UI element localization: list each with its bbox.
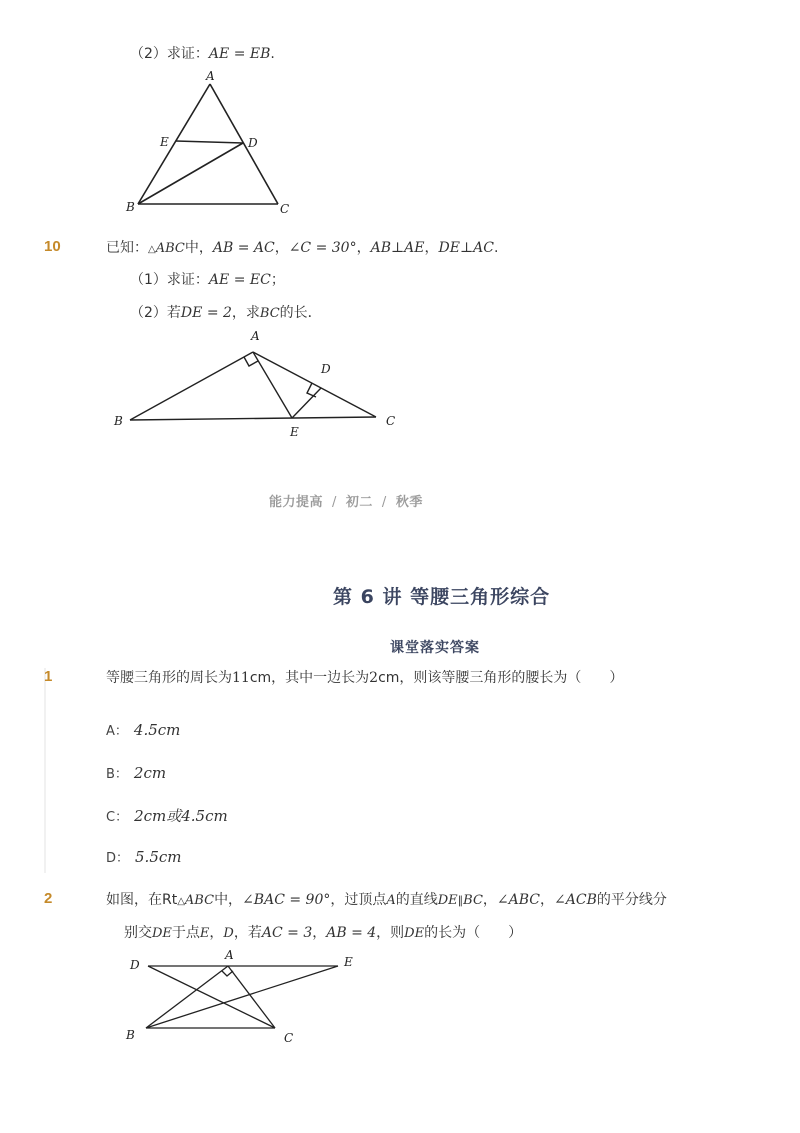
q10-math-3: AB⊥AE bbox=[370, 240, 425, 256]
q2-segment-AC bbox=[228, 966, 275, 1028]
q9-segment-ED bbox=[176, 141, 243, 143]
q2-l2-a: 别交 bbox=[124, 925, 152, 941]
q2-l2-c: ， bbox=[209, 925, 224, 941]
q1-option-b[interactable] bbox=[106, 763, 166, 782]
q2-l2-b: 于点 bbox=[171, 925, 200, 941]
right-angle-mark-A bbox=[222, 971, 233, 976]
q2-l2-DE2: DE bbox=[404, 926, 425, 941]
q9-label-E: E bbox=[160, 135, 169, 149]
q10-comma-3: ， bbox=[424, 240, 439, 256]
q10-part1-suffix: ； bbox=[270, 272, 285, 288]
q2-l2-e: ， bbox=[312, 925, 327, 941]
q10-stem bbox=[106, 238, 498, 260]
q2-l1-math-1: ∠BAC = 90° bbox=[242, 892, 331, 908]
q2-l1-e: ， bbox=[482, 892, 497, 908]
q2-l1-b: 中， bbox=[214, 892, 243, 908]
q2-l2-f: ，则 bbox=[376, 925, 405, 941]
q1-stem-n1: 11 bbox=[232, 670, 250, 686]
q2-segment-BA bbox=[146, 966, 228, 1028]
q1-stem-a: 等腰三角形的周长为 bbox=[106, 670, 232, 686]
q9-part2-suffix: . bbox=[270, 46, 275, 62]
q1-rail-divider bbox=[44, 668, 46, 873]
q2-stem-line1 bbox=[106, 890, 667, 912]
q1-option-a-letter: A： bbox=[106, 724, 128, 739]
q2-l1-DE: DE bbox=[437, 893, 458, 908]
q2-l1-d: 的直线 bbox=[395, 892, 438, 908]
q2-label-C: C bbox=[284, 1031, 294, 1045]
q2-l2-D: D bbox=[223, 926, 234, 941]
q1-number: 1 bbox=[44, 668, 53, 685]
q10-math-1: AB = AC bbox=[212, 240, 275, 256]
q9-figure bbox=[120, 66, 300, 218]
q9-part2 bbox=[130, 44, 275, 64]
q2-l1-math-2: ∠ABC bbox=[496, 892, 541, 908]
q1-stem bbox=[106, 668, 623, 688]
q10-abc: ABC bbox=[155, 241, 185, 256]
q2-segment-BE bbox=[146, 966, 338, 1028]
q1-stem-b: cm，其中一边长为 bbox=[249, 670, 370, 686]
q2-l2-DE: DE bbox=[152, 926, 172, 941]
q1-option-c-value: 2cm或4.5cm bbox=[134, 807, 228, 825]
q1-option-c-letter: C： bbox=[106, 810, 129, 825]
q2-l2-math-1: AC = 3 bbox=[261, 925, 313, 941]
q9-segment-AB bbox=[138, 84, 210, 204]
q2-number: 2 bbox=[44, 890, 53, 907]
footer-part1: 能力提高 bbox=[269, 495, 324, 510]
q2-l1-a: 如图，在Rt bbox=[106, 892, 178, 908]
triangle-icon: △ bbox=[148, 244, 156, 255]
q2-l1-f: ， bbox=[540, 892, 555, 908]
lecture-title: 第 6 讲 等腰三角形综合 bbox=[333, 586, 551, 608]
q9-part2-math: AE = EB bbox=[208, 46, 271, 62]
q2-l2-d: ，若 bbox=[233, 925, 262, 941]
q2-label-D: D bbox=[130, 958, 140, 972]
q1-option-b-value: 2cm bbox=[133, 764, 167, 782]
q1-option-a[interactable] bbox=[106, 720, 180, 739]
q2-figure bbox=[118, 944, 368, 1049]
q10-math-4: DE⊥AC bbox=[438, 240, 494, 256]
q2-l1-BC: BC bbox=[463, 893, 483, 908]
q10-math-2: ∠C = 30° bbox=[288, 240, 357, 256]
q2-l1-c: ，过顶点 bbox=[330, 892, 387, 908]
q10-stem-prefix: 已知： bbox=[106, 240, 148, 256]
q1-stem-c: cm，则该等腰三角形的腰长为（ ） bbox=[378, 670, 624, 686]
q10-zhong: 中， bbox=[184, 240, 213, 256]
q2-l1-abc: ABC bbox=[184, 893, 215, 908]
q2-l1-math-3: ∠ACB bbox=[554, 892, 597, 908]
q10-label-E: E bbox=[290, 425, 299, 439]
parallel-icon: ∥ bbox=[457, 894, 464, 907]
right-angle-mark-A bbox=[244, 357, 258, 366]
q10-part2-prefix: （2）若 bbox=[130, 305, 181, 321]
triangle-icon: △ bbox=[177, 896, 185, 907]
q10-comma-1: ， bbox=[274, 240, 289, 256]
q10-number: 10 bbox=[44, 238, 61, 255]
section-title: 课堂落实答案 bbox=[390, 640, 480, 656]
q1-option-d[interactable] bbox=[106, 847, 182, 866]
q10-label-B: B bbox=[114, 414, 123, 428]
q2-l2-math-2: AB = 4 bbox=[326, 925, 377, 941]
q10-label-D: D bbox=[321, 362, 331, 376]
q10-label-C: C bbox=[386, 414, 396, 428]
q1-option-a-value: 4.5cm bbox=[133, 721, 181, 739]
q10-part1 bbox=[130, 270, 285, 290]
q1-option-d-letter: D： bbox=[106, 851, 130, 866]
q9-part2-prefix: （2）求证： bbox=[130, 46, 209, 62]
q10-end: . bbox=[493, 240, 499, 256]
q2-label-B: B bbox=[126, 1028, 135, 1042]
q9-label-B: B bbox=[126, 200, 135, 214]
q10-segment-BC bbox=[130, 417, 376, 420]
q9-segment-AC bbox=[210, 84, 278, 204]
q2-label-A: A bbox=[225, 948, 234, 962]
page-footer bbox=[269, 491, 423, 510]
q10-part2-mid: ，求 bbox=[231, 305, 260, 321]
q2-stem-line2 bbox=[124, 923, 522, 944]
q10-part1-math: AE = EC bbox=[208, 272, 271, 288]
footer-sep1: / bbox=[332, 495, 337, 510]
q2-l1-A: A bbox=[386, 893, 396, 908]
q1-option-d-value: 5.5cm bbox=[135, 848, 182, 866]
q1-stem-n2: 2 bbox=[369, 670, 379, 686]
q10-comma-2: ， bbox=[356, 240, 371, 256]
q9-label-D: D bbox=[248, 136, 258, 150]
q9-label-A: A bbox=[206, 69, 215, 83]
q1-option-b-letter: B： bbox=[106, 767, 128, 782]
q2-segment-DC bbox=[148, 966, 275, 1028]
q9-label-C: C bbox=[280, 202, 290, 216]
q10-segment-BA bbox=[130, 352, 253, 420]
q2-l2-g: 的长为（ ） bbox=[424, 925, 523, 941]
footer-part2: 初二 bbox=[345, 495, 373, 510]
q10-part2 bbox=[130, 303, 322, 324]
q2-l2-E: E bbox=[199, 926, 210, 941]
footer-sep2: / bbox=[381, 495, 387, 510]
q10-figure bbox=[108, 326, 408, 444]
q10-part2-math: DE = 2 bbox=[180, 305, 232, 321]
footer-part3: 秋季 bbox=[395, 495, 423, 510]
q10-label-A: A bbox=[251, 329, 260, 343]
q2-label-E: E bbox=[344, 955, 353, 969]
q10-part1-prefix: （1）求证： bbox=[130, 272, 209, 288]
q1-option-c[interactable] bbox=[106, 805, 228, 826]
q9-segment-BD bbox=[138, 143, 243, 204]
q2-l1-g: 的平分线分 bbox=[596, 892, 667, 908]
q10-part2-suffix: 的长． bbox=[279, 305, 322, 321]
q10-part2-bc: BC bbox=[259, 306, 280, 321]
